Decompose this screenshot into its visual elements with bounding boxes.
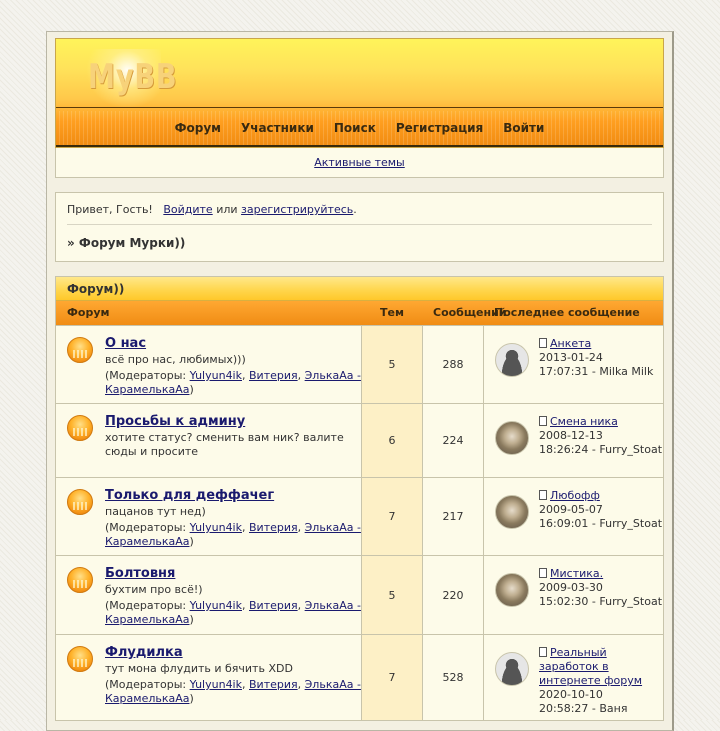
moderators: (Модераторы: Yulyun4ik, Витерия, ЭлькаАа - КарамелькаАа) <box>105 369 361 396</box>
document-icon <box>539 338 547 348</box>
user-avatar[interactable] <box>495 573 529 607</box>
last-post-time-author: 15:02:30 - Furry_Stoat <box>539 595 663 608</box>
moderator-link[interactable]: Витерия <box>249 678 298 691</box>
moderators: (Модераторы: Yulyun4ik, Витерия, ЭлькаАа - КарамелькаАа) <box>105 678 361 705</box>
active-topics-link[interactable]: Активные темы <box>314 156 405 169</box>
last-post-cell <box>484 326 663 403</box>
document-icon <box>539 416 547 426</box>
moderator-link[interactable]: Yulyun4ik <box>189 678 242 691</box>
document-icon <box>539 568 547 578</box>
moderators: (Модераторы: Yulyun4ik, Витерия, ЭлькаАа - КарамелькаАа) <box>105 599 361 626</box>
forum-row <box>56 555 663 634</box>
moderator-link[interactable]: Витерия <box>249 599 298 612</box>
moderators-prefix: (Модераторы: <box>105 369 187 382</box>
col-posts: Сообщений <box>433 306 507 319</box>
period: . <box>353 203 357 216</box>
forum-status-icon <box>67 646 93 672</box>
user-avatar[interactable] <box>495 495 529 529</box>
moderators-prefix: (Модераторы: <box>105 678 187 691</box>
last-post-link[interactable]: Любофф <box>550 489 600 502</box>
moderators: (Модераторы: Yulyun4ik, Витерия, ЭлькаАа - КарамелькаАа) <box>105 521 361 548</box>
last-post-time-author: 17:07:31 - Milka Milk <box>539 365 654 378</box>
document-icon <box>539 647 547 657</box>
login-link[interactable]: Войдите <box>163 203 213 216</box>
breadcrumb[interactable]: » Форум Мурки)) <box>67 236 186 250</box>
forum-list <box>56 325 663 720</box>
main-menu <box>56 111 663 147</box>
forum-row <box>56 634 663 720</box>
last-post-date: 2009-03-30 <box>539 581 603 594</box>
forum-info-cell <box>56 635 362 720</box>
moderator-link[interactable]: ЭлькаАа - КарамелькаАа <box>105 521 361 548</box>
greeting-text: Привет, Гость! <box>67 203 153 216</box>
category-title[interactable]: Форум)) <box>56 277 663 301</box>
posts-count: 528 <box>423 635 484 720</box>
last-post-date: 2008-12-13 <box>539 429 603 442</box>
forum-description: пацанов тут нед) <box>105 505 206 518</box>
last-post-cell <box>484 635 663 720</box>
column-headers <box>56 301 663 325</box>
menu-login[interactable]: Войти <box>503 121 545 135</box>
user-avatar[interactable] <box>495 343 529 377</box>
forum-row <box>56 477 663 555</box>
forum-title-link[interactable]: Болтовня <box>105 566 176 581</box>
page-container <box>46 31 674 731</box>
posts-count: 224 <box>423 404 484 477</box>
moderator-link[interactable]: ЭлькаАа - КарамелькаАа <box>105 599 361 626</box>
menu-search[interactable]: Поиск <box>333 121 376 135</box>
menu-forum[interactable]: Форум <box>174 121 221 135</box>
moderator-link[interactable]: Yulyun4ik <box>189 521 242 534</box>
last-post-date: 2009-05-07 <box>539 503 603 516</box>
last-post-link[interactable]: Реальный заработок в интернете форум <box>539 646 643 687</box>
forum-title-link[interactable]: Просьбы к админу <box>105 414 246 429</box>
col-last-post: Последнее сообщение <box>494 306 640 319</box>
greeting-line <box>67 203 652 225</box>
topics-count: 7 <box>362 635 423 720</box>
forum-title-link[interactable]: Флудилка <box>105 645 183 660</box>
menu-register[interactable]: Регистрация <box>395 121 484 135</box>
last-post-link[interactable]: Анкета <box>550 337 592 350</box>
topics-count: 5 <box>362 556 423 634</box>
last-post-time-author: 20:58:27 - Ваня <box>539 702 628 715</box>
welcome-box <box>55 192 664 262</box>
or-text: или <box>216 203 238 216</box>
document-icon <box>539 490 547 500</box>
last-post-cell <box>484 556 663 634</box>
register-link[interactable]: зарегистрируйтесь <box>241 203 354 216</box>
forum-title-link[interactable]: Только для деффачег <box>105 488 275 503</box>
moderator-link[interactable]: Yulyun4ik <box>189 599 242 612</box>
topics-count: 5 <box>362 326 423 403</box>
forum-info-cell <box>56 326 362 403</box>
moderators-prefix: (Модераторы: <box>105 521 187 534</box>
forum-row <box>56 403 663 477</box>
forum-info-cell <box>56 556 362 634</box>
header-divider <box>56 107 663 108</box>
mybb-logo[interactable] <box>86 49 178 109</box>
forum-description: тут мона флудить и бячить XDD <box>105 662 293 675</box>
forum-category <box>55 276 664 721</box>
forum-description: хотите статус? сменить вам ник? валите сюды и просите <box>105 431 344 458</box>
forum-status-icon <box>67 415 93 441</box>
topics-count: 7 <box>362 478 423 555</box>
last-post-cell <box>484 404 663 477</box>
last-post-link[interactable]: Смена ника <box>550 415 618 428</box>
last-post-link[interactable]: Мистика. <box>550 567 604 580</box>
forum-title-link[interactable]: О нас <box>105 336 147 351</box>
forum-description: бухтим про всё!) <box>105 583 203 596</box>
moderator-link[interactable]: ЭлькаАа - КарамелькаАа <box>105 369 361 396</box>
topics-count: 6 <box>362 404 423 477</box>
moderator-link[interactable]: ЭлькаАа - КарамелькаАа <box>105 678 361 705</box>
forum-status-icon <box>67 337 93 363</box>
last-post-date: 2013-01-24 <box>539 351 603 364</box>
menu-members[interactable]: Участники <box>240 121 314 135</box>
sub-navigation <box>55 148 664 178</box>
logo-text: MyBB <box>88 57 178 97</box>
forum-row <box>56 325 663 403</box>
posts-count: 217 <box>423 478 484 555</box>
col-topics: Тем <box>380 306 404 319</box>
col-forum: Форум <box>67 306 110 319</box>
last-post-time-author: 16:09:01 - Furry_Stoat <box>539 517 663 530</box>
user-avatar[interactable] <box>495 652 529 686</box>
forum-info-cell <box>56 478 362 555</box>
user-avatar[interactable] <box>495 421 529 455</box>
moderator-link[interactable]: Yulyun4ik <box>189 369 242 382</box>
last-post-cell <box>484 478 663 555</box>
posts-count: 288 <box>423 326 484 403</box>
moderators-prefix: (Модераторы: <box>105 599 187 612</box>
posts-count: 220 <box>423 556 484 634</box>
moderator-link[interactable]: Витерия <box>249 369 298 382</box>
last-post-date: 2020-10-10 <box>539 688 603 701</box>
moderator-link[interactable]: Витерия <box>249 521 298 534</box>
last-post-time-author: 18:26:24 - Furry_Stoat <box>539 443 663 456</box>
forum-description: всё про нас, любимых))) <box>105 353 246 366</box>
forum-info-cell <box>56 404 362 477</box>
forum-status-icon <box>67 489 93 515</box>
header-banner <box>55 38 664 148</box>
forum-status-icon <box>67 567 93 593</box>
